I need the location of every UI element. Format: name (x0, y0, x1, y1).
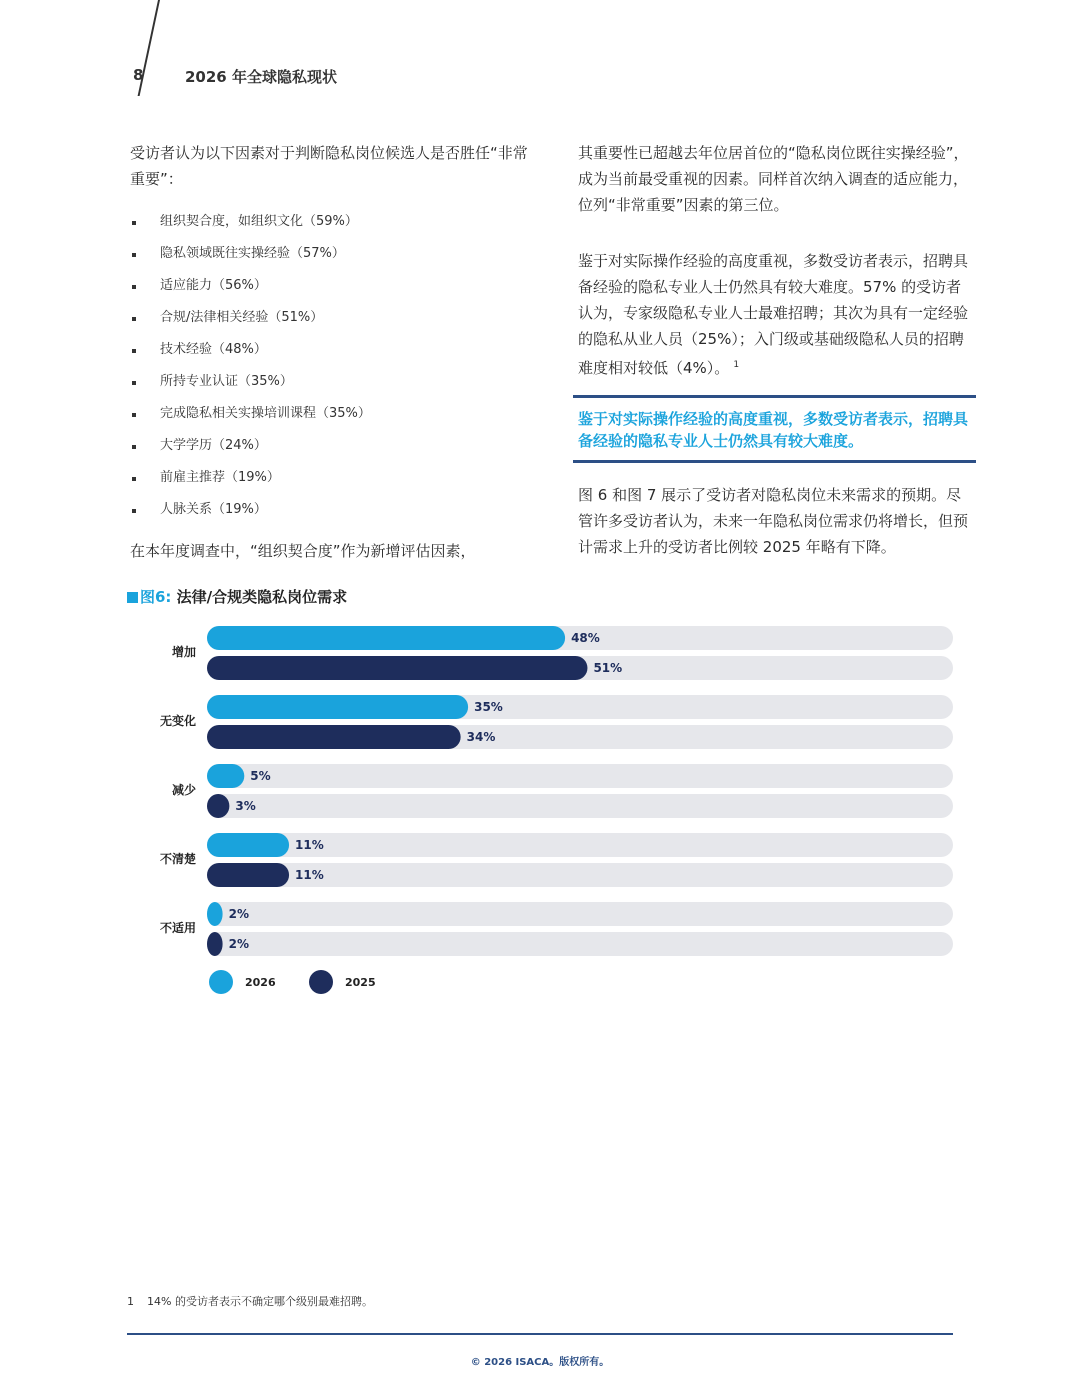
document-title: 2026 年全球隐私现状 (185, 68, 337, 86)
bar-2026 (207, 833, 289, 857)
list-item: 组织契合度，如组织文化（59%） (130, 206, 530, 238)
footnote-number: 1 (127, 1295, 134, 1308)
right-paragraph-2-text: 鉴于对实际操作经验的高度重视，多数受访者表示，招聘具备经验的隐私专业人士仍然具有较大难度。57% 的受访者认为，专家级隐私专业人士最难招聘；其次为具有一定经验的隐私从业人员（25%）；入门级或基础级隐私人员的招聘难度相对较低（4%）。 (578, 252, 969, 377)
list-item: 适应能力（56%） (130, 270, 530, 302)
category-label: 增加 (171, 645, 196, 659)
footnote-reference: 1 (733, 360, 740, 370)
list-item: 完成隐私相关实操培训课程（35%） (130, 398, 530, 430)
data-label: 51% (593, 661, 623, 675)
category-label: 不清楚 (159, 852, 196, 866)
bar-track (207, 764, 953, 788)
bar-2026 (207, 626, 565, 650)
bar-2026 (207, 902, 223, 926)
legend-label: 2025 (345, 976, 376, 989)
data-label: 3% (235, 799, 256, 813)
bar-track (207, 794, 953, 818)
list-item: 人脉关系（19%） (130, 494, 530, 526)
list-item: 技术经验（48%） (130, 334, 530, 366)
footer-divider (127, 1333, 953, 1335)
data-label: 34% (466, 730, 496, 744)
data-label: 35% (474, 700, 503, 714)
left-tail-paragraph: 在本年度调查中，“组织契合度”作为新增评估因素， (130, 542, 476, 560)
pull-quote: 鉴于对实际操作经验的高度重视，多数受访者表示，招聘具备经验的隐私专业人士仍然具有较大难度。 (573, 395, 976, 463)
figure-title (127, 586, 347, 607)
bar-2025 (207, 932, 223, 956)
footnote (127, 1293, 373, 1309)
page-number: 8 (133, 66, 144, 84)
data-label: 5% (250, 769, 271, 783)
factor-list (130, 206, 530, 526)
list-item: 大学学历（24%） (130, 430, 530, 462)
data-label: 11% (295, 868, 324, 882)
bar-2026 (207, 695, 468, 719)
demand-bar-chart (0, 610, 1080, 1010)
bar-2025 (207, 656, 587, 680)
figure-marker-icon (127, 592, 138, 603)
right-paragraph-2 (578, 248, 970, 381)
category-label: 减少 (171, 783, 196, 797)
list-item: 所持专业认证（35%） (130, 366, 530, 398)
category-label: 无变化 (159, 714, 196, 728)
bar-track (207, 932, 953, 956)
right-paragraph-3: 图 6 和图 7 展示了受访者对隐私岗位未来需求的预期。尽管许多受访者认为，未来一年隐私岗位需求仍将增长，但预计需求上升的受访者比例较 2025 年略有下降。 (578, 486, 969, 556)
copyright-notice: © 2026 ISACA。版权所有。 (470, 1357, 610, 1368)
data-label: 2% (228, 937, 249, 951)
bar-2025 (207, 725, 461, 749)
list-item: 前雇主推荐（19%） (130, 462, 530, 494)
figure-title-text: 法律/合规类隐私岗位需求 (176, 588, 348, 606)
left-column (130, 140, 530, 526)
legend-swatch-2025 (309, 970, 333, 994)
bar-track (207, 902, 953, 926)
legend-label: 2026 (245, 976, 276, 989)
data-label: 2% (228, 907, 249, 921)
data-label: 11% (295, 838, 324, 852)
category-label: 不适用 (159, 921, 196, 935)
bar-2025 (207, 863, 289, 887)
legend-swatch-2026 (209, 970, 233, 994)
list-item: 合规/法律相关经验（51%） (130, 302, 530, 334)
data-label: 48% (571, 631, 600, 645)
list-item: 隐私领域既往实操经验（57%） (130, 238, 530, 270)
figure-label: 图6: (140, 588, 172, 606)
bar-2025 (207, 794, 229, 818)
intro-paragraph: 受访者认为以下因素对于判断隐私岗位候选人是否胜任“非常重要”： (130, 144, 528, 188)
footnote-text: 14% 的受访者表示不确定哪个级别最难招聘。 (147, 1295, 373, 1308)
bar-2026 (207, 764, 244, 788)
right-paragraph-1: 其重要性已超越去年位居首位的“隐私岗位既往实操经验”，成为当前最受重视的因素。同样首次纳入调查的适应能力，位列“非常重要”因素的第三位。 (578, 144, 969, 214)
